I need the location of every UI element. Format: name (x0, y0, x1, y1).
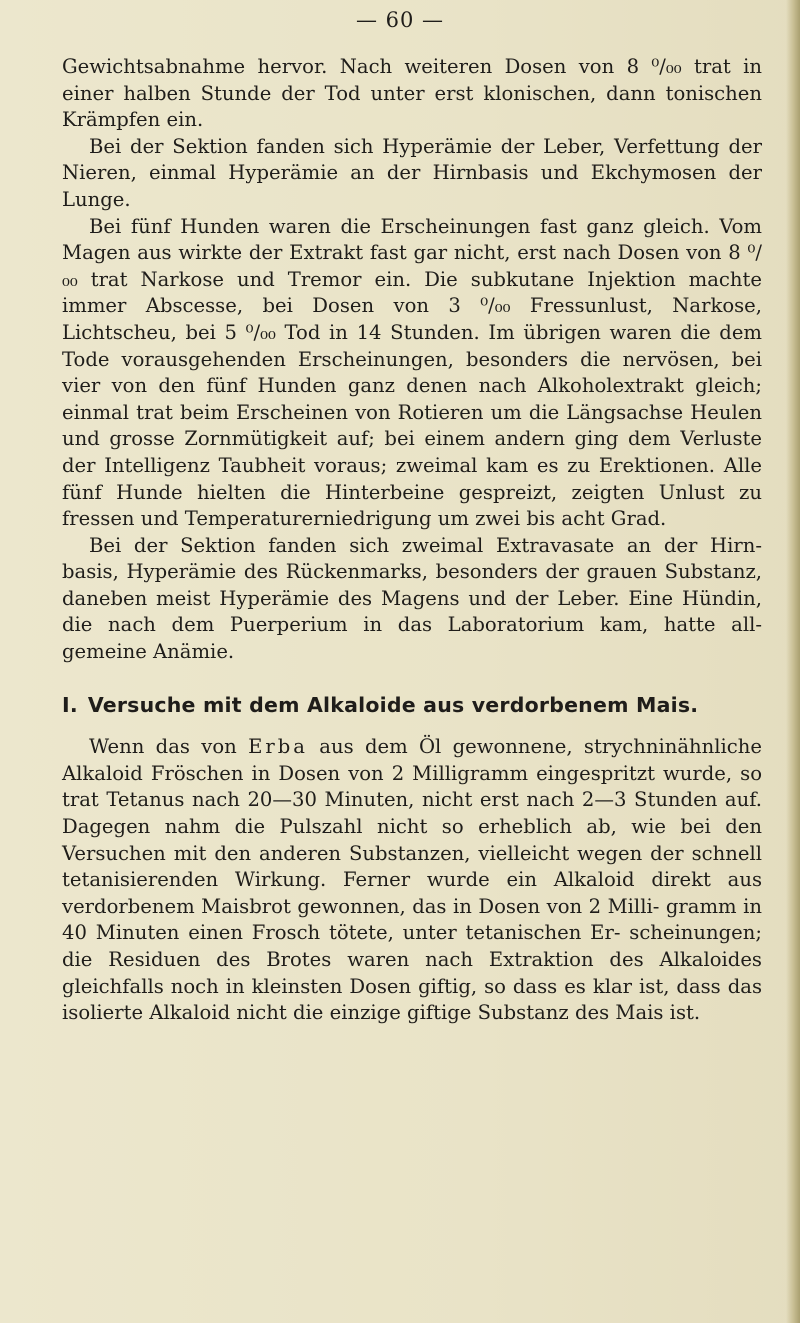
section-paragraph-rest: aus dem Öl gewonnene, strychninähnliche Alkaloid Fröschen in Dosen von 2 Milligramm eingespritzt wurde, so trat Tetanus nach 20—30 Minuten, nicht erst nach 2—3 Stunden auf. Dagegen nahm die Pulszahl nicht so erheblich ab, wie bei den Versuchen mit den anderen Substanzen, vielleicht wegen der schnell tetanisierenden Wirkung. Ferner wurde ein Alkaloid direkt aus verdorbenem Maisbrot gewonnen, das in Dosen von 2 Milli- gramm in 40 Minuten einen Frosch tötete, unter tetanischen Er- scheinungen; die Residuen des Brotes waren nach Extraktion des Alkaloides gleichfalls noch in kleinsten Dosen giftig, so dass es klar ist, dass das isolierte Alkaloid nicht die einzige giftige Substanz des Mais ist. (62, 735, 762, 1025)
paragraph-2: Bei der Sektion fanden sich Hyperämie der Leber, Verfettung der Nieren, einmal Hyperämie an der Hirnbasis und Ekchymosen der Lunge. (62, 134, 762, 211)
section-number: I. (62, 692, 78, 717)
section-title: Versuche mit dem Alkaloide aus verdorbenem Mais. (87, 692, 699, 717)
section-heading (62, 692, 762, 719)
section-paragraph (62, 734, 762, 1027)
paragraph-3: Bei fünf Hunden waren die Erscheinungen fast ganz gleich. Vom Magen aus wirkte der Extrakt fast gar nicht, erst nach Dosen von 8 ⁰/₀₀ trat Narkose und Tremor ein. Die subkutane Injektion machte immer Abscesse, bei Dosen von 3 ⁰/₀₀ Fressunlust, Narkose, Lichtscheu, bei 5 ⁰/₀₀ Tod in 14 Stunden. Im übrigen waren die dem Tode vorausgehenden Erscheinungen, besonders die nervösen, bei vier von den fünf Hunden ganz denen nach Alkoholextrakt gleich; einmal trat beim Erscheinen von Rotieren um die Längsachse Heulen und grosse Zornmütigkeit auf; bei einem andern ging dem Verluste der Intelligenz Taubheit voraus; zweimal kam es zu Erektionen. Alle fünf Hunde hielten die Hinterbeine gespreizt, zeigten Unlust zu fressen und Temperaturerniedrigung um zwei bis acht Grad. (62, 214, 762, 531)
page-body (62, 54, 762, 1027)
page-edge-shadow (786, 0, 800, 1323)
paragraph-4: Bei der Sektion fanden sich zweimal Extravasate an der Hirn- basis, Hyperämie des Rückenmarks, besonders der grauen Substanz, daneben meist Hyperämie des Magens und der Leber. Eine Hündin, die nach dem Puerperium in das Laboratorium kam, hatte all- gemeine Anämie. (62, 533, 762, 664)
paragraph-1: Gewichtsabnahme hervor. Nach weiteren Dosen von 8 ⁰/₀₀ trat in einer halben Stunde der Tod unter erst klonischen, dann tonischen Krämpfen ein. (62, 55, 762, 132)
section-paragraph-start: Wenn das von (89, 735, 249, 759)
page-number: — 60 — (355, 8, 445, 32)
author-name: Erba (248, 735, 308, 759)
